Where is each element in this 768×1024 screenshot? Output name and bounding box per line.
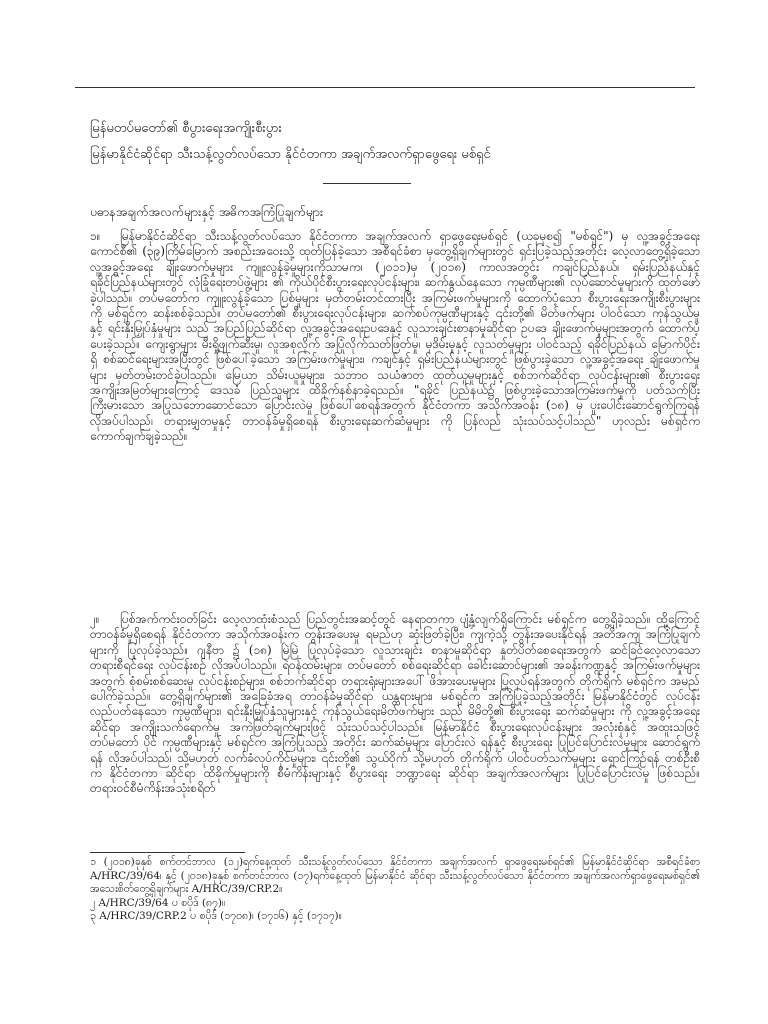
paragraph-text: ပြစ်အက်ကင်းဝတ်ခြင်း လေ့လာထုံးစံသည် ပြည်တွင်းအဆင့်တွင် နေရာတကာ ပျံ့နှံ့လျက်ရှိကြောင်း မစ်ရှင်က တွေ့ရှိခဲ့သည်။ ထို့ကြောင့် တာဝန်ခံမှုရှိစေရန် နိုင်ငံတကာ အသိုက်အဝန်းက တွန်းအပေးမှု ရမည်ဟု ဆုံးဖြတ်ခဲ့ပြီး၊ ကျကဲ့သို့ တွန်းအပေးနိုင်ရန် အတိအကျ အကြံပြုချက်များကို ပြုလုပ်ခဲ့သည်။ ဂျနီဗာ ၌ (၁၈) မြဲမြဲ ပြုလုပ်ခဲ့သော လူသားချင်း စာနာမှုဆိုင်ရာ နှုတ်ပိတ်စေရေးအတွက် ဆင်ခြင်လေ့လာသော တရားစီရင်ရေး လုပ်ငန်းစဉ် လိုအပ်ပါသည်။ ရဲဝန်ထမ်းများ၊ တပ်မတော် စစ်ရေးဆိုင်ရာ ခေါင်းဆောင်များ၏ အခန်းကဏ္ဍနှင့် အကြမ်းဖက်မှုများအတွက် စုံစမ်းစစ်ဆေးမှု လုပ်ငန်းစဉ်များ၊ စစ်ဘက်ဆိုင်ရာ တရားရုံးများအပေါ် ဖိအားပေးမှုများ ပြုလုပ်ရန်အတွက် တိုက်ရိုက် မစ်ရှင်က အမည်ပေါက်ခဲ့သည်။ တွေ့ရှိချက်များ၏ အခြေခံအရ တာဝန်ခံမှုဆိုင်ရာ ယန္တရားများ၊ မစ်ရှင်က အကြံပြုခဲ့သည့်အတိုင်း မြန်မာနိုင်ငံတွင် လုပ်ငန်းလည်ပတ်နေသော ကုမ္ပဏီများ၊ ရင်းနှီးမြှုပ်နှံသူများနှင့် ကုန်သွယ်ရေးမိတ်ဖက်များ သည် မိမိတို့၏ စီးပွားရေး ဆက်ဆံမှုများ ကို လူ့အခွင့်အရေးဆိုင်ရာ အကျိုးသက်ရောက်မှု အကဲဖြတ်ချက်များဖြင့် သုံးသပ်သင့်ပါသည်။ မြန်မာနိုင်ငံ စီးပွားရေးလုပ်ငန်းများ အလုံးစုံနှင့် အထူးသဖြင့် တပ်မတော် ပိုင် ကုမ္ပဏီများနှင့် မစ်ရှင်က အကြံပြုသည့် အတိုင်း ဆက်ဆံမှုများ ပြောင်းလဲ ရန်နှင့် စီးပွားရေး ပြုပြင်ပြောင်းလဲမှုများ ဆောင်ရွက်ရန် လိုအပ်ပါသည်၊ သို့မဟုတ် လက်ခံလုပ်ကိုင်မှုများ၊ ၎င်းတို့၏ သွယ်ဝိုက် သို့မဟုတ် တိုက်ရိုက် ပါဝင်ပတ်သက်မှုများ ရှောင်ကြဉ်ရန် တစ်ဦးစီက နိုင်ငံတကာ ဆိုင်ရာ ထိခိုက်မှုများကို စီမံကိန်းများနှင့် စီပွားရေး ဘဏ္ဍာရေး ဆိုင်ရာ အချက်အလက်များ ပြုပြင်ပြောင်းလဲမှု ဖြစ်သည်။ တရားဝင်စီမံကိန်းအသုံးစရိတ် bbox=[90, 612, 700, 796]
paragraph-text: မြန်မာနိုင်ငံဆိုင်ရာ သီးသန့်လွတ်လပ်သော နိုင်ငံတကာ အချက်အလက် ရှာဖွေရေးမစ်ရှင် (ယခုမှစ၍ "မစ်ရှင်") မှ လူ့အခွင့်အရေးကောင်စီ၏ (၃၉)ကြိမ်မြောက် အစည်းအဝေးသို့ ထုတ်ပြန်ခဲ့သော အစီရင်ခံစာ မှတွေ့ရှိချက်များတွင် ရှင်းပြခဲ့သည့်အတိုင်း လေ့လာတွေ့ရှိခဲ့သော လူ့အခွင့်အရေး ချိုးဖောက်မှုများ ကျူးလွန်ခဲ့မှုများကိုသာမက၊ (၂၀၁၁)မှ (၂၀၁၈) ကာလအတွင်း ကချင်ပြည်နယ်၊ ရှမ်းပြည်နယ်နှင့် ရခိုင်ပြည်နယ်များတွင် လုံခြုံရေးတပ်ဖွဲ့များ ၏ ကိုယ်ပိုင်စီးပွားရေးလုပ်ငန်းများ၊ ဆက်နွယ်နေသော ကုမ္ပဏီများ၏ လုပ်ဆောင်မှုများကို ထုတ်ဖော်ခဲ့ပါသည်။ တပ်မတော်က ကျူးလွန်ခဲ့သော ပြစ်မှုများ မှတ်တမ်းတင်ထားပြီး အကြမ်းဖက်မှုများကို ထောက်ပံ့သော စီးပွားရေးအကျိုးစီးပွားများ ကို မစ်ရှင်က ဆန်းစစ်ခဲ့သည်။ တပ်မတော်၏ စီးပွားရေးလုပ်ငန်းများ၊ ဆက်စပ်ကုမ္ပဏီများနှင့် ၎င်းတို့၏ မိတ်ဖက်များ ပါဝင်သော ကုန်သွယ်မှုနှင့် ရင်းနှီးမြှုပ်နှံမှုများ သည် အပြည်ပြည်ဆိုင်ရာ လူ့အခွင့်အရေးဥပဒေနှင့် လူသားချင်းစာနာမှုဆိုင်ရာ ဥပဒေ ချိုးဖောက်မှုများအတွက် ထောက်ပံ့ပေးခဲ့သည်။ ကျေးရွာများ မီးရှို့ဖျက်ဆီးမှု၊ လူအစုလိုက် အပြုံလိုက်သတ်ဖြတ်မှု၊ မုဒိမ်းမှုနှင့် လူသတ်မှုများ ပါဝင်သည့် ရခိုင်ပြည်နယ် မြောက်ပိုင်းရှိ စစ်ဆင်ရေးများအပြီးတွင် ဖြစ်ပေါ်ခဲ့သော အကြမ်းဖက်မှုများ၊ ကချင်နှင့် ရှမ်းပြည်နယ်များတွင် ဖြစ်ပွားခဲ့သော လူ့အခွင့်အရေး ချိုးဖောက်မှုများ မှတ်တမ်းတင်ခဲ့ပါသည်။ မြေယာ သိမ်းယူမှုများ၊ သဘာဝ သယံဇာတ ထုတ်ယူမှုများနှင့် စစ်ဘက်ဆိုင်ရာ လုပ်ငန်းများ၏ စီးပွားရေး အကျိုးအမြတ်များကြောင့် ဒေသခံ ပြည်သူများ ထိခိုက်နစ်နာခဲ့ရသည်။ "ရခိုင် ပြည်နယ်၌ ဖြစ်ပွားခဲ့သောအကြမ်းဖက်မှုကို ပတ်သက်ပြီး ကြီးမားသော အပြုသဘောဆောင်သော ပြောင်းလဲမှု ဖြစ်ပေါ်စေရန်အတွက် နိုင်ငံတကာ အသိုက်အဝန်း (၁၈) မှ ပူးပေါင်းဆောင်ရွက်ကြရန် လိုအပ်ပါသည်၊ တရားမျှတမှုနှင့် တာဝန်ခံမှုရှိစေရန် စီးပွားရေးဆက်ဆံမှုများ ကို ပြန်လည် သုံးသပ်သင့်ပါသည်" ဟုလည်း မစ်ရှင်က ကောက်ချက်ချခဲ့သည်။ bbox=[90, 229, 700, 444]
header-title: မြန်မတပ်မတော်၏ စီပွားရေးအကျိုးစီးပွား bbox=[90, 121, 282, 136]
paragraph-1 bbox=[90, 229, 700, 445]
header-subtitle: မြန်မာနိုင်ငံဆိုင်ရာ သီးသန့်လွတ်လပ်သော နိုင်ငံတကာ အချက်အလက်ရှာဖွေရေး မစ်ရှင် bbox=[90, 147, 491, 162]
footnote-1: ၁ (၂၀၁၈)ခုနှစ် စက်တင်ဘာလ (၁၂)ရက်နေ့ထုတ် သီးသန့်လွတ်လပ်သော နိုင်ငံတကာ အချက်အလက် ရှာဖွေရေးမစ်ရှင်၏ မြန်မာနိုင်ငံဆိုင်ရာ အစီရင်ခံစာ A/HRC/39/64၊ နှင့် (၂၀၁၈)ခုနှစ် စက်တင်ဘာလ (၁၇)ရက်နေ့ထုတ် မြန်မာနိုင်ငံ ဆိုင်ရာ သီးသန့်လွတ်လပ်သော နိုင်ငံတကာ အချက်အလက်ရှာဖွေရေးမစ်ရှင်၏ အသေးစိတ်တွေ့ရှိချက်များ A/HRC/39/CRP.2။ bbox=[90, 856, 700, 895]
footnote-2: ၂ A/HRC/39/64 ပ စပိုဒ် (၈၇)။ bbox=[90, 896, 226, 909]
paragraph-2 bbox=[90, 612, 700, 797]
title-divider bbox=[323, 183, 411, 184]
top-rule bbox=[75, 87, 695, 88]
paragraph-number: ၁။ bbox=[90, 229, 101, 243]
footnote-3: ၃ A/HRC/39/CRP.2 ပ စပိုဒ် (၁၇၀၈)၊ (၁၇၁၆) နှင့် (၁၇၁၇)။ bbox=[90, 910, 342, 922]
footnote-divider bbox=[90, 852, 245, 853]
section-title: ပဓာနအချက်အလက်များနှင့် အဓိကအကြံပြုချက်များ bbox=[90, 204, 324, 219]
footnotes bbox=[90, 856, 700, 924]
paragraph-number: ၂။ bbox=[90, 612, 100, 626]
